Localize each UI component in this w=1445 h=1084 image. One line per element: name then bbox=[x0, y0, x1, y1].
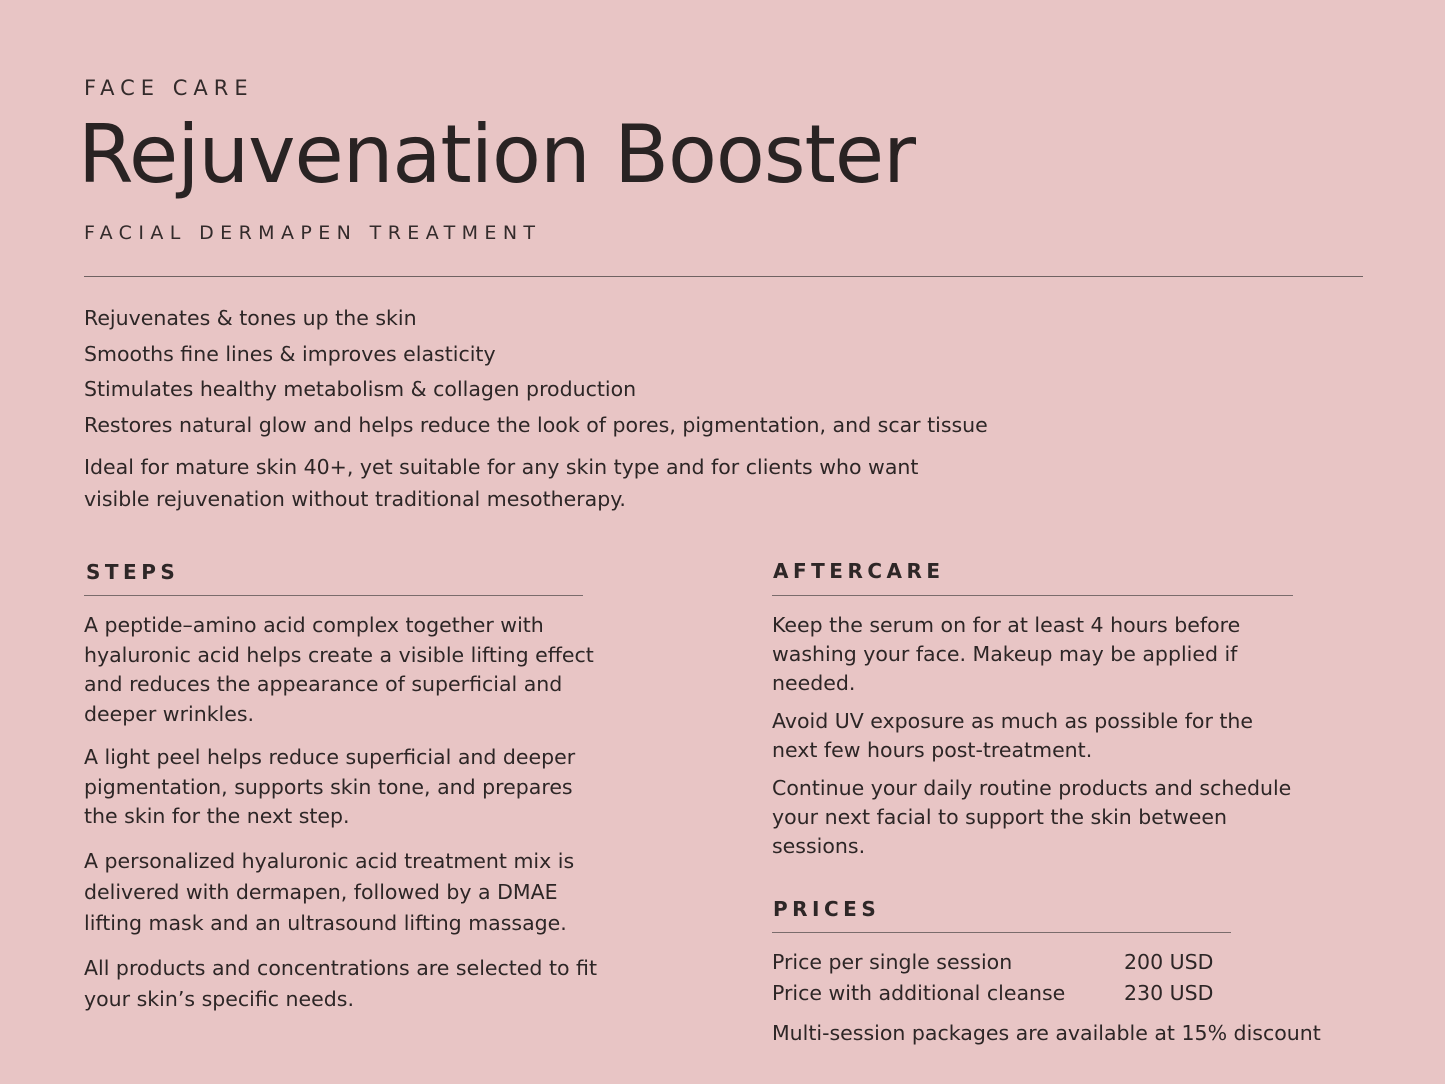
aftercare-paragraph: Continue your daily routine products and schedule your next facial to support the skin between sessions. bbox=[772, 776, 1292, 858]
step-paragraph: A personalized hyaluronic acid treatment mix is delivered with dermapen, followed by a DMAE lifting mask and an ultrasound lifting massage. bbox=[84, 848, 575, 935]
category-label: FACE CARE bbox=[84, 76, 254, 100]
header-divider bbox=[84, 276, 1363, 277]
benefit-item: Rejuvenates & tones up the skin bbox=[84, 306, 417, 330]
price-label: Price with additional cleanse bbox=[772, 981, 1066, 1005]
benefits-list bbox=[84, 301, 988, 443]
steps-divider bbox=[84, 595, 583, 596]
ideal-for-text: Ideal for mature skin 40+, yet suitable for any skin type and for clients who want visible rejuvenation without traditional mesotherapy. bbox=[84, 455, 919, 511]
step-paragraph: All products and concentrations are selected to fit your skin’s specific needs. bbox=[84, 955, 598, 1011]
aftercare-section bbox=[772, 611, 1292, 870]
price-row bbox=[772, 947, 1312, 978]
benefit-item: Stimulates healthy metabolism & collagen production bbox=[84, 377, 637, 401]
package-discount-note: Multi-session packages are available at 15% discount bbox=[772, 1021, 1321, 1045]
price-label: Price per single session bbox=[772, 950, 1013, 974]
treatment-subtitle: FACIAL DERMAPEN TREATMENT bbox=[84, 222, 542, 244]
price-value: 200 USD bbox=[1124, 950, 1214, 974]
aftercare-divider bbox=[772, 595, 1293, 596]
steps-heading: STEPS bbox=[86, 560, 180, 584]
step-paragraph: A peptide–amino acid complex together with hyaluronic acid helps create a visible lifting effect and reduces the appearance of superficial and deeper wrinkles. bbox=[84, 613, 594, 726]
price-value: 230 USD bbox=[1124, 981, 1214, 1005]
aftercare-heading: AFTERCARE bbox=[773, 559, 945, 583]
price-row bbox=[772, 978, 1312, 1009]
prices-heading: PRICES bbox=[773, 897, 881, 921]
benefit-item: Smooths fine lines & improves elasticity bbox=[84, 341, 496, 366]
aftercare-paragraph: Avoid UV exposure as much as possible for the next few hours post-treatment. bbox=[772, 709, 1254, 762]
step-paragraph: A light peel helps reduce superficial and deeper pigmentation, supports skin tone, and prepares the skin for the next step. bbox=[84, 745, 576, 828]
prices-divider bbox=[772, 932, 1231, 933]
prices-section bbox=[772, 947, 1321, 1049]
steps-section bbox=[84, 611, 609, 1029]
benefit-item: Restores natural glow and helps reduce the look of pores, pigmentation, and scar tissue bbox=[84, 412, 988, 437]
aftercare-paragraph: Keep the serum on for at least 4 hours before washing your face. Makeup may be applied if needed. bbox=[772, 613, 1241, 695]
page-title: Rejuvenation Booster bbox=[78, 108, 916, 201]
